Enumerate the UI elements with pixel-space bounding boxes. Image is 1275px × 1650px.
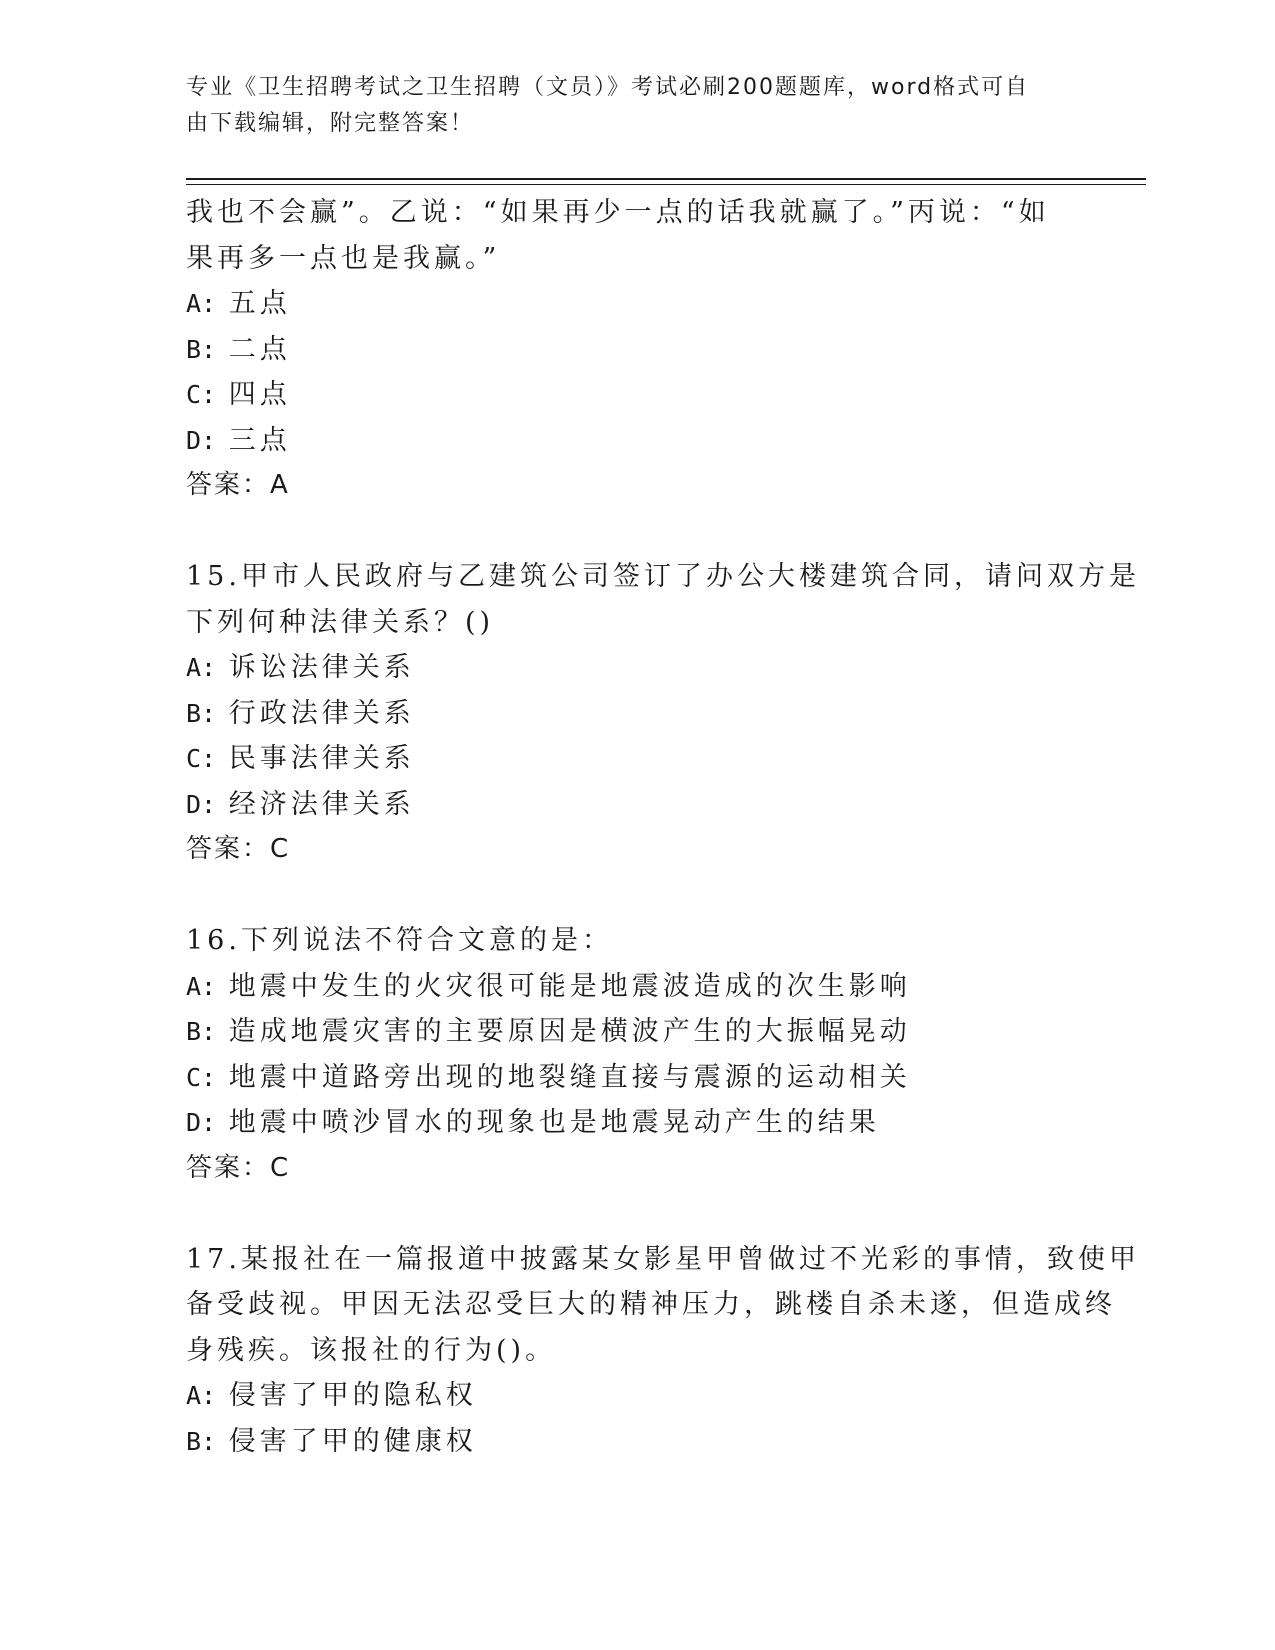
spacer	[186, 873, 1086, 919]
question-text-line: 身残疾。该报社的行为()。	[186, 1334, 557, 1366]
option-c	[186, 1055, 1086, 1101]
question-text-line: 备受歧视。甲因无法忍受巨大的精神压力，跳楼自杀未遂，但造成终	[186, 1289, 1116, 1320]
page-header	[186, 70, 1066, 142]
question-text-line: 16.下列说法不符合文意的是：	[186, 925, 613, 956]
option-a	[186, 281, 1086, 327]
option-text: 民事法律关系	[228, 743, 415, 774]
option-letter: B:	[186, 698, 217, 728]
question-16	[186, 918, 1086, 1191]
option-text: 诉讼法律关系	[228, 652, 415, 683]
option-letter: D:	[186, 425, 217, 455]
option-letter: A:	[186, 289, 217, 318]
option-c	[186, 736, 1086, 782]
option-letter: A:	[186, 971, 217, 1001]
option-b	[186, 691, 1086, 737]
option-letter: D:	[186, 1108, 217, 1137]
option-text: 经济法律关系	[228, 788, 415, 820]
option-letter: D:	[186, 789, 217, 819]
option-letter: B:	[186, 1017, 217, 1046]
question-text-line: 我也不会赢”。乙说：“如果再少一点的话我就赢了。”丙说：“如	[186, 197, 1050, 228]
option-text: 二点	[228, 333, 291, 365]
option-b	[186, 327, 1086, 373]
option-letter: C:	[186, 1062, 217, 1092]
option-a	[186, 1373, 1086, 1419]
header-rule-thick	[186, 178, 1146, 180]
option-text: 三点	[228, 424, 291, 456]
option-b	[186, 1419, 1086, 1465]
option-text: 行政法律关系	[228, 697, 415, 729]
option-d	[186, 782, 1086, 828]
option-a	[186, 964, 1086, 1010]
option-d	[186, 418, 1086, 464]
header-rule-thin	[186, 184, 1146, 185]
option-letter: C:	[186, 744, 217, 773]
question-17	[186, 1237, 1140, 1465]
option-text: 四点	[228, 379, 291, 410]
option-letter: B:	[186, 334, 217, 364]
option-text: 地震中发生的火灾很可能是地震波造成的次生影响	[228, 970, 911, 1002]
option-text: 地震中道路旁出现的地裂缝直接与震源的运动相关	[228, 1061, 911, 1093]
option-letter: A:	[186, 653, 217, 682]
answer-line: 答案：C	[186, 834, 291, 864]
question-15	[186, 554, 1140, 873]
option-letter: B:	[186, 1426, 217, 1456]
option-text: 五点	[228, 288, 291, 319]
spacer	[186, 1191, 1086, 1237]
question-14	[186, 190, 1086, 509]
option-text: 地震中喷沙冒水的现象也是地震晃动产生的结果	[228, 1107, 880, 1138]
option-d	[186, 1100, 1086, 1146]
question-content	[186, 190, 1140, 1464]
answer-line: 答案：A	[186, 470, 290, 500]
option-b	[186, 1009, 1086, 1055]
header-line-1: 专业《卫生招聘考试之卫生招聘（文员）》考试必刷200题题库，word格式可自	[186, 75, 1030, 100]
spacer	[186, 509, 1086, 555]
option-text: 侵害了甲的健康权	[228, 1425, 477, 1457]
option-letter: A:	[186, 1381, 217, 1410]
answer-line: 答案：C	[186, 1152, 291, 1183]
option-text: 侵害了甲的隐私权	[228, 1380, 477, 1411]
header-line-2: 由下载编辑，附完整答案！	[186, 111, 475, 136]
question-text-line: 17.某报社在一篇报道中披露某女影星甲曾做过不光彩的事情，致使甲	[186, 1243, 1140, 1275]
option-letter: C:	[186, 380, 217, 409]
option-c	[186, 372, 1086, 418]
option-a	[186, 645, 1086, 691]
question-text-line: 15.甲市人民政府与乙建筑公司签订了办公大楼建筑合同，请问双方是	[186, 561, 1140, 592]
question-text-line: 果再多一点也是我赢。”	[186, 242, 501, 274]
question-text-line: 下列何种法律关系？()	[186, 606, 495, 638]
option-text: 造成地震灾害的主要原因是横波产生的大振幅晃动	[228, 1016, 911, 1047]
